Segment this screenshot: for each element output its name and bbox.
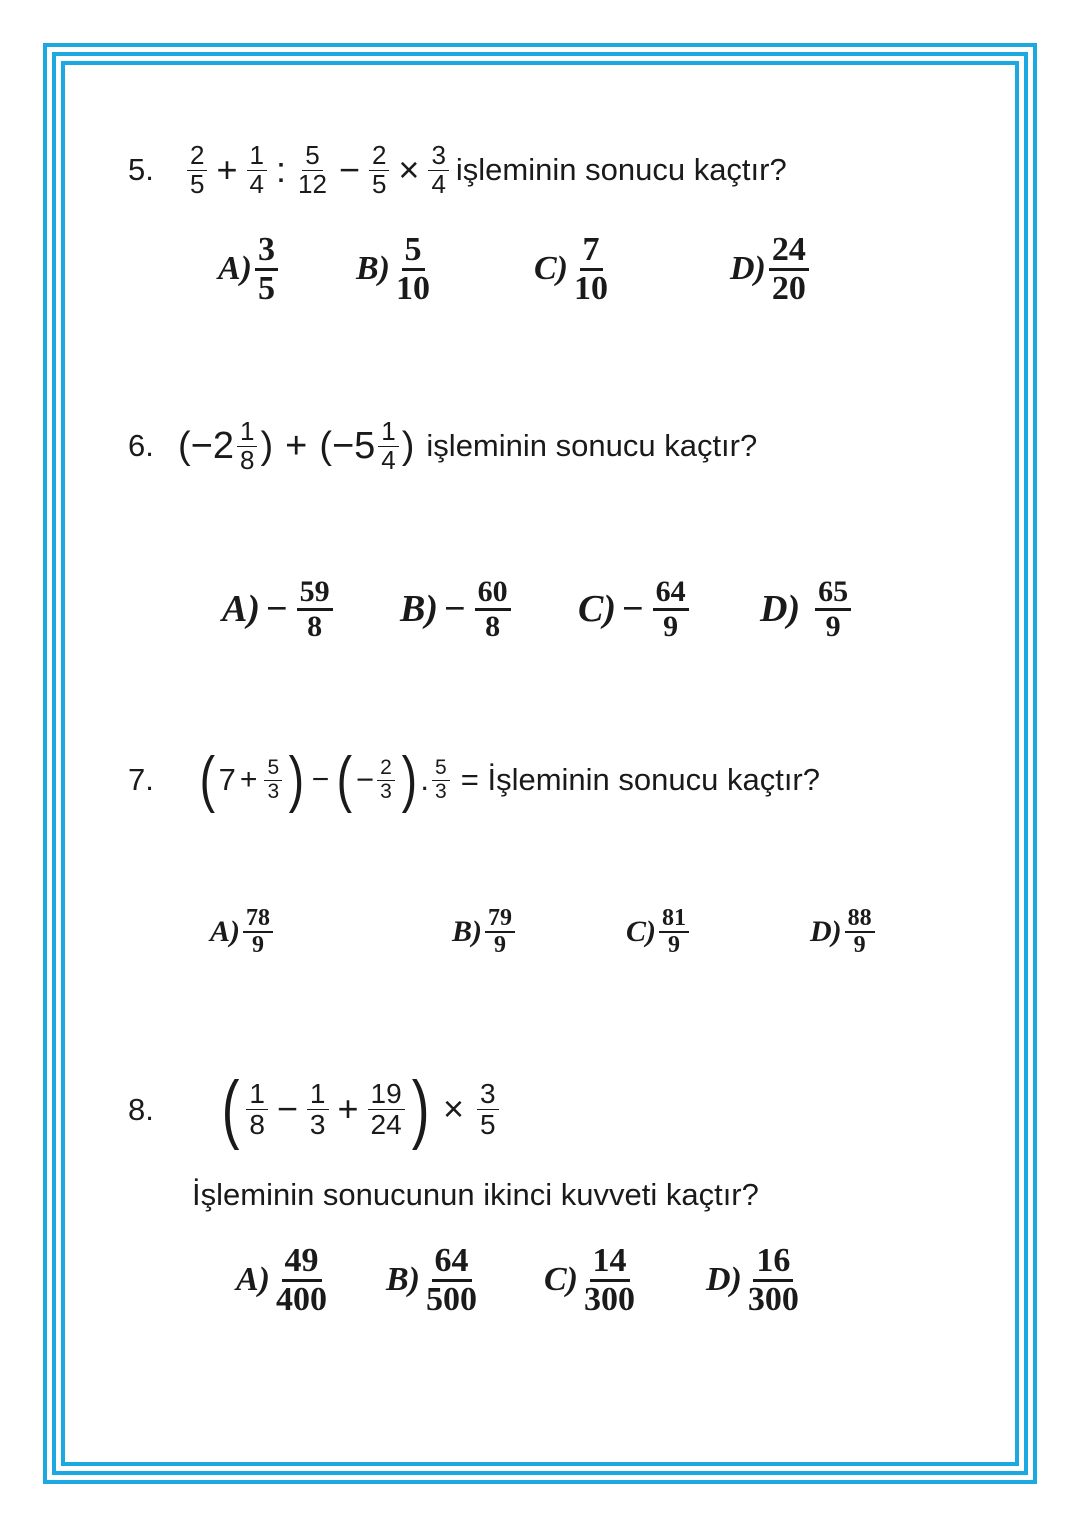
q8-option-b[interactable]: B) $\frac{64}{500}$: [386, 1242, 477, 1318]
q8-fraction-2: $\frac{1}{3}$: [307, 1079, 329, 1139]
q5-operator-times: ×: [398, 149, 420, 190]
q8-option-c[interactable]: C) $\frac{14}{300}$: [544, 1242, 635, 1318]
q7-option-b[interactable]: B) $\frac{79}{9}$: [452, 906, 518, 958]
q8-operator-times: ×: [443, 1088, 465, 1129]
q6-mixed-whole-1: −2: [190, 424, 234, 467]
q6-question-text: işleminin sonucu kaçtır?: [426, 428, 758, 463]
q8-option-a[interactable]: A) $\frac{49}{400}$: [236, 1242, 327, 1318]
q8-question-text: İşleminin sonucunun ikinci kuvveti kaçtır?: [192, 1177, 759, 1212]
q6-fraction-2: $\frac{1}{4}$: [378, 418, 398, 474]
q6-number: 6.: [128, 428, 154, 463]
q5-question-text: işleminin sonucu kaçtır?: [455, 152, 787, 187]
q6-option-a[interactable]: A) − $\frac{59}{8}$: [222, 576, 336, 642]
q8-fraction-3: $\frac{19}{24}$: [368, 1079, 405, 1139]
q8-fraction-1: $\frac{1}{8}$: [246, 1079, 268, 1139]
q6-mixed-whole-2: −5: [331, 424, 376, 467]
q5-option-c[interactable]: C) $\frac{7}{10}$: [534, 231, 608, 307]
q5-number: 5.: [128, 152, 154, 187]
q5-operator-divide: :: [275, 149, 286, 190]
q7-number: 7.: [128, 762, 154, 797]
q5-option-a[interactable]: A) $\frac{3}{5}$: [218, 232, 281, 306]
q5-fraction-3: $\frac{5}{12}$: [297, 140, 327, 199]
q7-operator-plus: +: [239, 763, 258, 796]
q7-fraction-2: $\frac{2}{3}$: [377, 757, 395, 802]
q7-option-d[interactable]: D) $\frac{88}{9}$: [810, 906, 878, 958]
q5-expression: [184, 130, 787, 210]
q8-option-d[interactable]: D) $\frac{16}{300}$: [706, 1242, 799, 1318]
q6-operator-plus: +: [285, 424, 308, 467]
q8-operator-plus: +: [337, 1088, 359, 1129]
q5-operator-minus: −: [338, 149, 360, 190]
q5-fraction-5: $\frac{3}{4}$: [428, 142, 448, 198]
q8-expression: ( $\frac{1}{8}$ − $\frac{1}{3}$ + $\frac{19}{24}$ ) × $\frac{3}{5}$: [218, 1064, 502, 1154]
q6-option-c[interactable]: C) − $\frac{64}{9}$: [578, 576, 692, 642]
q6-expression: ( −2 $\frac{1}{8}$ ) + ( −5 $\frac{1}{4}$ ) işleminin sonucu kaçtır?: [178, 416, 758, 475]
q7-operator-minus: −: [311, 763, 330, 796]
q5-fraction-4: $\frac{2}{5}$: [369, 142, 389, 198]
q5-operator-plus: +: [216, 149, 238, 190]
q5-option-d[interactable]: D) $\frac{24}{20}$: [730, 232, 812, 306]
q6-fraction-1: $\frac{1}{8}$: [237, 418, 257, 474]
q8-fraction-4: $\frac{3}{5}$: [477, 1079, 499, 1139]
q7-expression: ( 7 + $\frac{5}{3}$ ) − ( − $\frac{2}{3}$ ) . $\frac{5}{3}$ = İşleminin sonucu kaçtır?: [199, 745, 820, 814]
q5-fraction-1: $\frac{2}{5}$: [187, 142, 207, 198]
q8-number: 8.: [128, 1092, 154, 1127]
q7-fraction-3: $\frac{5}{3}$: [432, 757, 450, 802]
q8-operator-minus: −: [276, 1088, 298, 1129]
q7-option-a[interactable]: A) $\frac{78}{9}$: [210, 906, 276, 958]
q7-fraction-1: $\frac{5}{3}$: [264, 757, 282, 802]
q7-option-c[interactable]: C) $\frac{81}{9}$: [626, 906, 692, 958]
q6-option-d[interactable]: D) $\frac{65}{9}$: [760, 576, 854, 642]
q6-option-b[interactable]: B) − $\frac{60}{8}$: [400, 576, 514, 642]
q5-option-b[interactable]: B) $\frac{5}{10}$: [356, 231, 430, 307]
q5-fraction-2: $\frac{1}{4}$: [247, 142, 267, 198]
q7-question-text: = İşleminin sonucu kaçtır?: [460, 762, 820, 797]
